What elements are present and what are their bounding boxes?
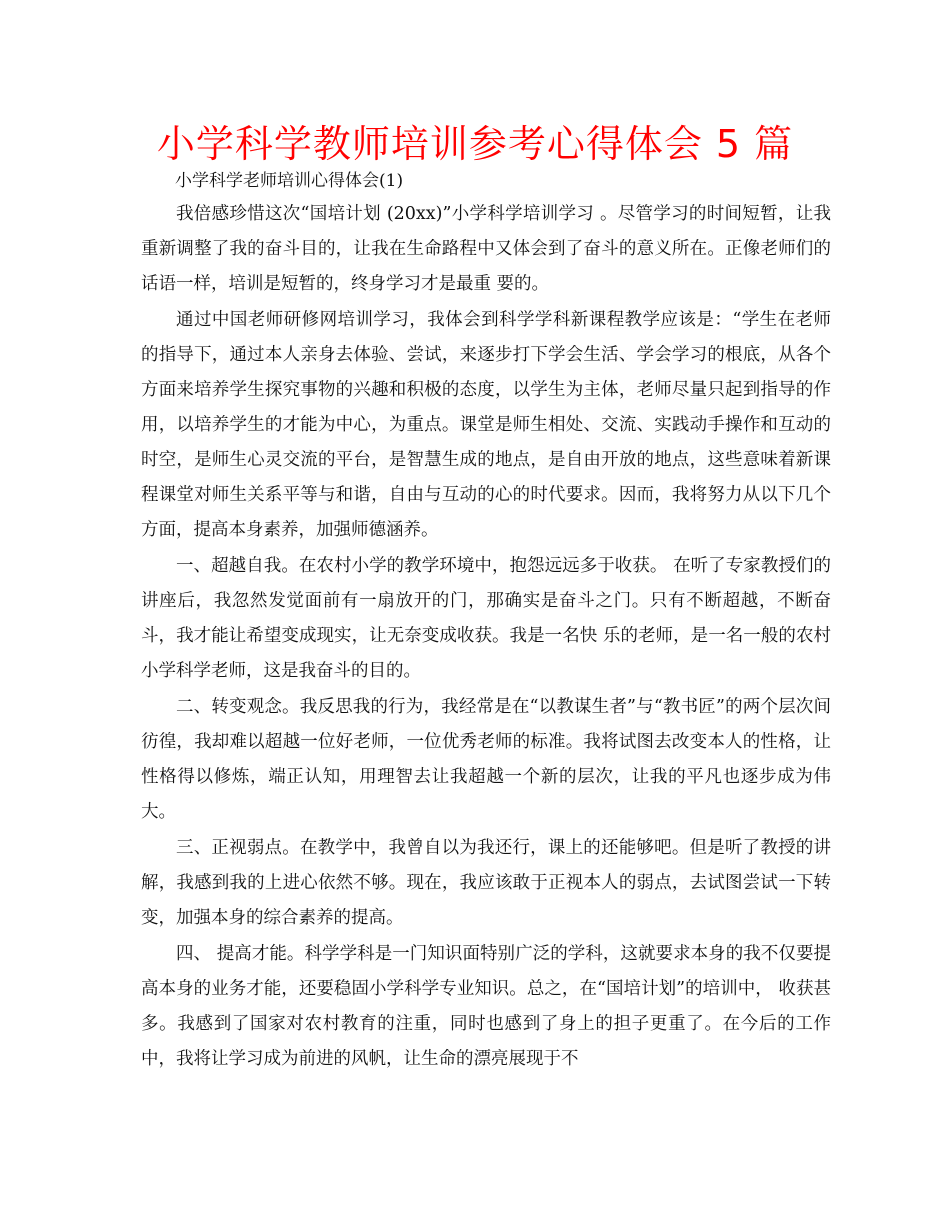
- paragraph-1: 我倍感珍惜这次“国培计划 (20xx)”小学科学培训学习 。尽管学习的时间短暂，让我重新调整了我的奋斗目的，让我在生命路程中又体会到了奋斗的意义所在。正像老师们的话语一样，培训是短暂的，终身学习才是最重 要的。: [141, 204, 831, 294]
- paragraph-6: 四、 提高才能。科学学科是一门知识面特别广泛的学科，这就要求本身的我不仅要提高本身的业务才能，还要稳固小学科学专业知识。总之，在“国培计划”的培训中， 收获甚多。我感到了国家对农村教育的注重，同时也感到了身上的担子更重了。在今后的工作中，我将让学习成为前进的风帆，让生命的漂亮展现于不: [141, 944, 831, 1069]
- document-subtitle: 小学科学老师培训心得体会(1): [175, 171, 404, 191]
- document-body: [141, 197, 831, 1078]
- paragraph-2: 通过中国老师研修网培训学习，我体会到科学学科新课程教学应该是：“学生在老师的指导下，通过本人亲身去体验、尝试，来逐步打下学会生活、学会学习的根底，从各个方面来培养学生探究事物的兴趣和积极的态度，以学生为主体，老师尽量只起到指导的作用，以培养学生的才能为中心，为重点。课堂是师生相处、交流、实践动手操作和互动的时空，是师生心灵交流的平台，是智慧生成的地点，是自由开放的地点，这些意味着新课程课堂对师生关系平等与和谐，自由与互动的心的时代要求。因而，我将努力从以下几个方面，提高本身素养，加强师德涵养。: [141, 310, 831, 540]
- paragraph-5: 三、正视弱点。在教学中，我曾自以为我还行，课上的还能够吧。但是听了教授的讲解，我感到我的上进心依然不够。现在，我应该敢于正视本人的弱点，去试图尝试一下转变，加强本身的综合素养的提高。: [141, 838, 831, 928]
- paragraph-4: 二、转变观念。我反思我的行为，我经常是在“以教谋生者”与“教书匠”的两个层次间彷徨，我却难以超越一位好老师，一位优秀老师的标准。我将试图去改变本人的性格，让性格得以修炼，端正认知，用理智去让我超越一个新的层次，让我的平凡也逐步成为伟大。: [141, 697, 831, 822]
- document-title: 小学科学教师培训参考心得体会 5 篇: [156, 122, 794, 166]
- paragraph-3: 一、超越自我。在农村小学的教学环境中，抱怨远远多于收获。 在听了专家教授们的讲座后，我忽然发觉面前有一扇放开的门，那确实是奋斗之门。只有不断超越，不断奋斗，我才能让希望变成现实，让无奈变成收获。我是一名快 乐的老师，是一名一般的农村小学科学老师，这是我奋斗的目的。: [141, 556, 831, 681]
